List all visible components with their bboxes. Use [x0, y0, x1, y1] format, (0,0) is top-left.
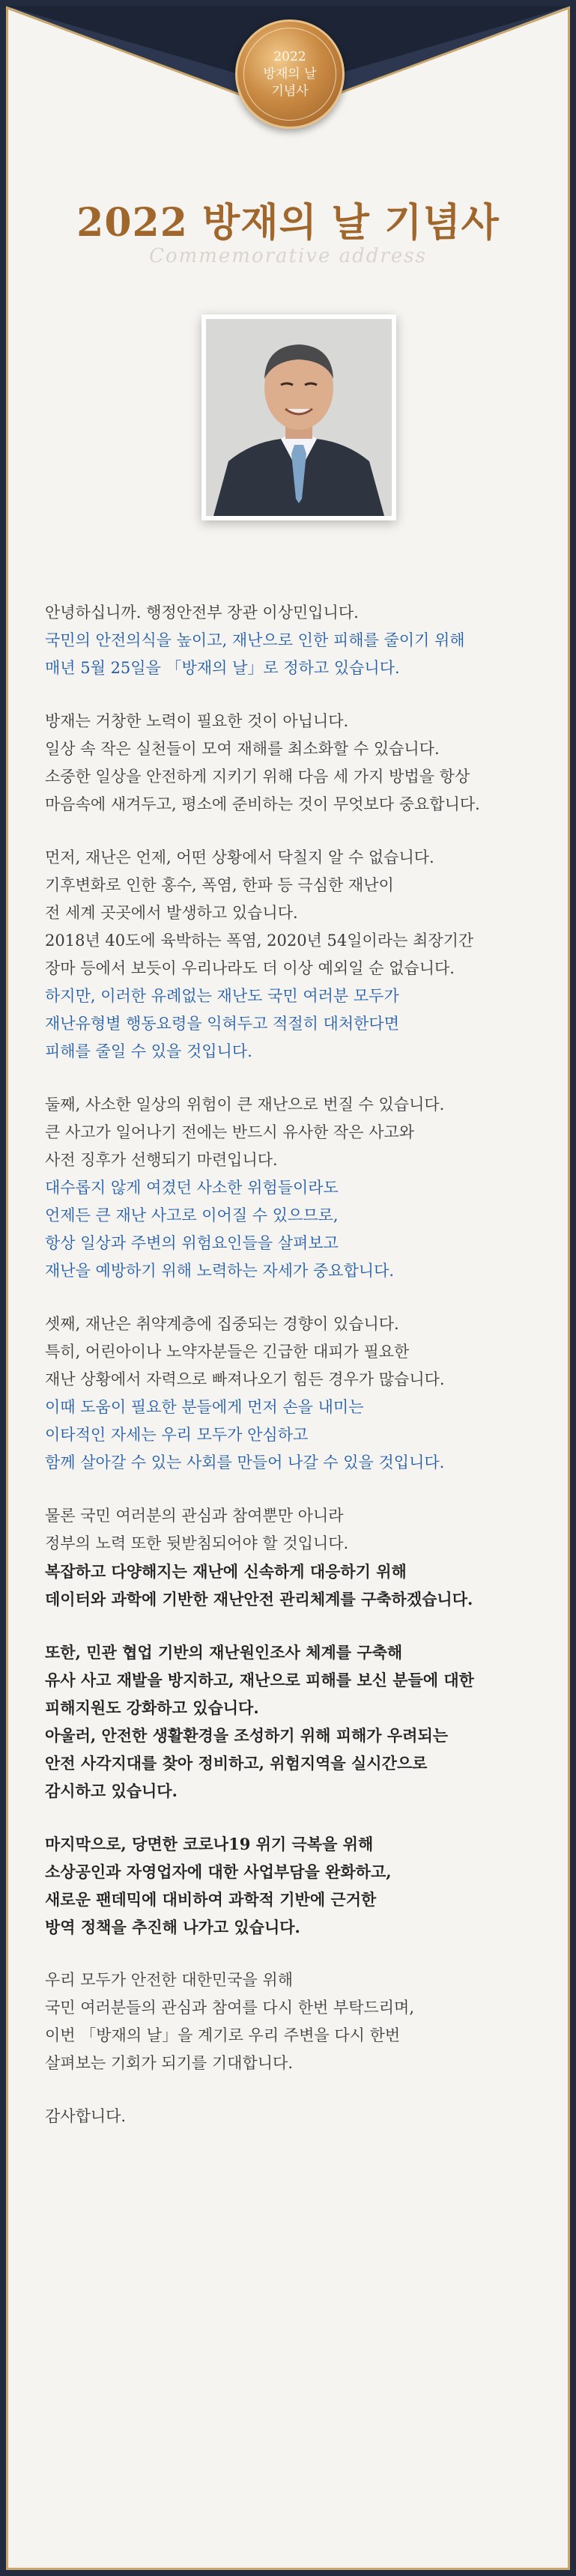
- paragraph-thanks: [45, 2103, 539, 2130]
- speech-body: [45, 599, 539, 2156]
- text-line-bold: 유사 사고 재발을 방지하고, 재난으로 피해를 보신 분들에 대한: [45, 1671, 474, 1689]
- page-subtitle: Commemorative address: [149, 245, 427, 267]
- text-line-highlight: 언제든 큰 재난 사고로 이어질 수 있으므로,: [45, 1206, 339, 1224]
- text-line: 안녕하십니까. 행정안전부 장관 이상민입니다.: [45, 604, 359, 622]
- paragraph-second: [45, 1091, 539, 1285]
- text-line-bold: 복잡하고 다양해지는 재난에 신속하게 대응하기 위해: [45, 1562, 407, 1581]
- anniversary-seal-badge: [235, 19, 345, 129]
- text-line: 특히, 어린아이나 노약자분들은 긴급한 대피가 필요한: [45, 1343, 410, 1361]
- text-line-highlight: 국민의 안전의식을 높이고, 재난으로 인한 피해를 줄이기 위해: [45, 631, 465, 649]
- text-line-bold: 또한, 민관 협업 기반의 재난원인조사 체계를 구축해: [45, 1643, 403, 1662]
- text-line: 우리 모두가 안전한 대한민국을 위해: [45, 1971, 293, 1989]
- paragraph-first: [45, 844, 539, 1066]
- text-line-highlight: 피해를 줄일 수 있을 것입니다.: [45, 1042, 252, 1060]
- paragraph-greeting: [45, 599, 539, 682]
- paragraph-government: [45, 1502, 539, 1613]
- minister-portrait: [201, 315, 396, 520]
- paragraph-lastly: [45, 1830, 539, 1941]
- text-line-highlight: 하지만, 이러한 유례없는 재난도 국민 여러분 모두가: [45, 987, 399, 1005]
- text-line: 정부의 노력 또한 뒷받침되어야 할 것입니다.: [45, 1534, 349, 1552]
- text-line-highlight: 대수롭지 않게 여겼던 사소한 위험들이라도: [45, 1179, 339, 1197]
- paragraph-intro: [45, 708, 539, 818]
- badge-year: 2022: [273, 49, 306, 64]
- text-line-bold: 새로운 팬데믹에 대비하여 과학적 기반에 근거한: [45, 1890, 377, 1909]
- text-line-highlight: 이때 도움이 필요한 분들에게 먼저 손을 내미는: [45, 1398, 364, 1416]
- text-line: 사전 징후가 선행되기 마련입니다.: [45, 1151, 278, 1169]
- text-line: 재난 상황에서 자력으로 빠져나오기 힘든 경우가 많습니다.: [45, 1370, 445, 1388]
- text-line: 2018년 40도에 육박하는 폭염, 2020년 54일이라는 최장기간: [45, 932, 474, 950]
- text-line: 둘째, 사소한 일상의 위험이 큰 재난으로 번질 수 있습니다.: [45, 1096, 445, 1114]
- text-line-highlight: 재난유형별 행동요령을 익혀두고 적절히 대처한다면: [45, 1015, 399, 1033]
- text-line: 국민 여러분들의 관심과 참여를 다시 한번 부탁드리며,: [45, 1999, 415, 2017]
- text-line: 큰 사고가 일어나기 전에는 반드시 유사한 작은 사고와: [45, 1123, 415, 1141]
- text-line-bold: 안전 사각지대를 찾아 정비하고, 위험지역을 실시간으로: [45, 1754, 428, 1772]
- text-line: 살펴보는 기회가 되기를 기대합니다.: [45, 2054, 293, 2072]
- badge-line2: 기념사: [271, 83, 309, 99]
- text-line-bold: 피해지원도 강화하고 있습니다.: [45, 1698, 259, 1717]
- text-line-bold: 마지막으로, 당면한 코로나19 위기 극복을 위해: [45, 1835, 374, 1853]
- paragraph-third: [45, 1310, 539, 1477]
- text-line-bold: 방역 정책을 추진해 나가고 있습니다.: [45, 1918, 300, 1936]
- text-line: 기후변화로 인한 홍수, 폭염, 한파 등 극심한 재난이: [45, 876, 394, 894]
- text-line: 먼저, 재난은 언제, 어떤 상황에서 닥칠지 알 수 없습니다.: [45, 848, 434, 866]
- text-line-highlight: 항상 일상과 주변의 위험요인들을 살펴보고: [45, 1234, 339, 1252]
- text-line-highlight: 매년 5월 25일을 「방재의 날」로 정하고 있습니다.: [45, 659, 400, 677]
- text-line: 감사합니다.: [45, 2107, 127, 2125]
- text-line-bold: 데이터와 과학에 기반한 재난안전 관리체계를 구축하겠습니다.: [45, 1590, 473, 1609]
- portrait-illustration: [206, 319, 392, 516]
- paragraph-cooperation: [45, 1638, 539, 1805]
- text-line: 물론 국민 여러분의 관심과 참여뿐만 아니라: [45, 1507, 344, 1525]
- text-line: 소중한 일상을 안전하게 지키기 위해 다음 세 가지 방법을 항상: [45, 768, 470, 786]
- page-title: 2022 방재의 날 기념사: [76, 200, 500, 246]
- text-line-bold: 아울러, 안전한 생활환경을 조성하기 위해 피해가 우려되는: [45, 1726, 449, 1745]
- text-line: 장마 등에서 보듯이 우리나라도 더 이상 예외일 순 없습니다.: [45, 959, 455, 977]
- text-line: 마음속에 새겨두고, 평소에 준비하는 것이 무엇보다 중요합니다.: [45, 795, 480, 813]
- text-line-bold: 감시하고 있습니다.: [45, 1781, 178, 1800]
- text-line: 일상 속 작은 실천들이 모여 재해를 최소화할 수 있습니다.: [45, 740, 440, 758]
- text-line: 셋째, 재난은 취약계층에 집중되는 경향이 있습니다.: [45, 1315, 399, 1333]
- badge-line1: 방재의 날: [263, 66, 317, 82]
- paragraph-closing: [45, 1966, 539, 2077]
- text-line-bold: 소상공인과 자영업자에 대한 사업부담을 완화하고,: [45, 1862, 392, 1881]
- text-line: 이번 「방재의 날」을 계기로 우리 주변을 다시 한번: [45, 2026, 401, 2044]
- text-line: 전 세계 곳곳에서 발생하고 있습니다.: [45, 904, 298, 922]
- text-line-highlight: 이타적인 자세는 우리 모두가 안심하고: [45, 1426, 309, 1444]
- text-line-highlight: 함께 살아갈 수 있는 사회를 만들어 나갈 수 있을 것입니다.: [45, 1453, 445, 1471]
- text-line-highlight: 재난을 예방하기 위해 노력하는 자세가 중요합니다.: [45, 1262, 395, 1280]
- text-line: 방재는 거창한 노력이 필요한 것이 아닙니다.: [45, 712, 349, 730]
